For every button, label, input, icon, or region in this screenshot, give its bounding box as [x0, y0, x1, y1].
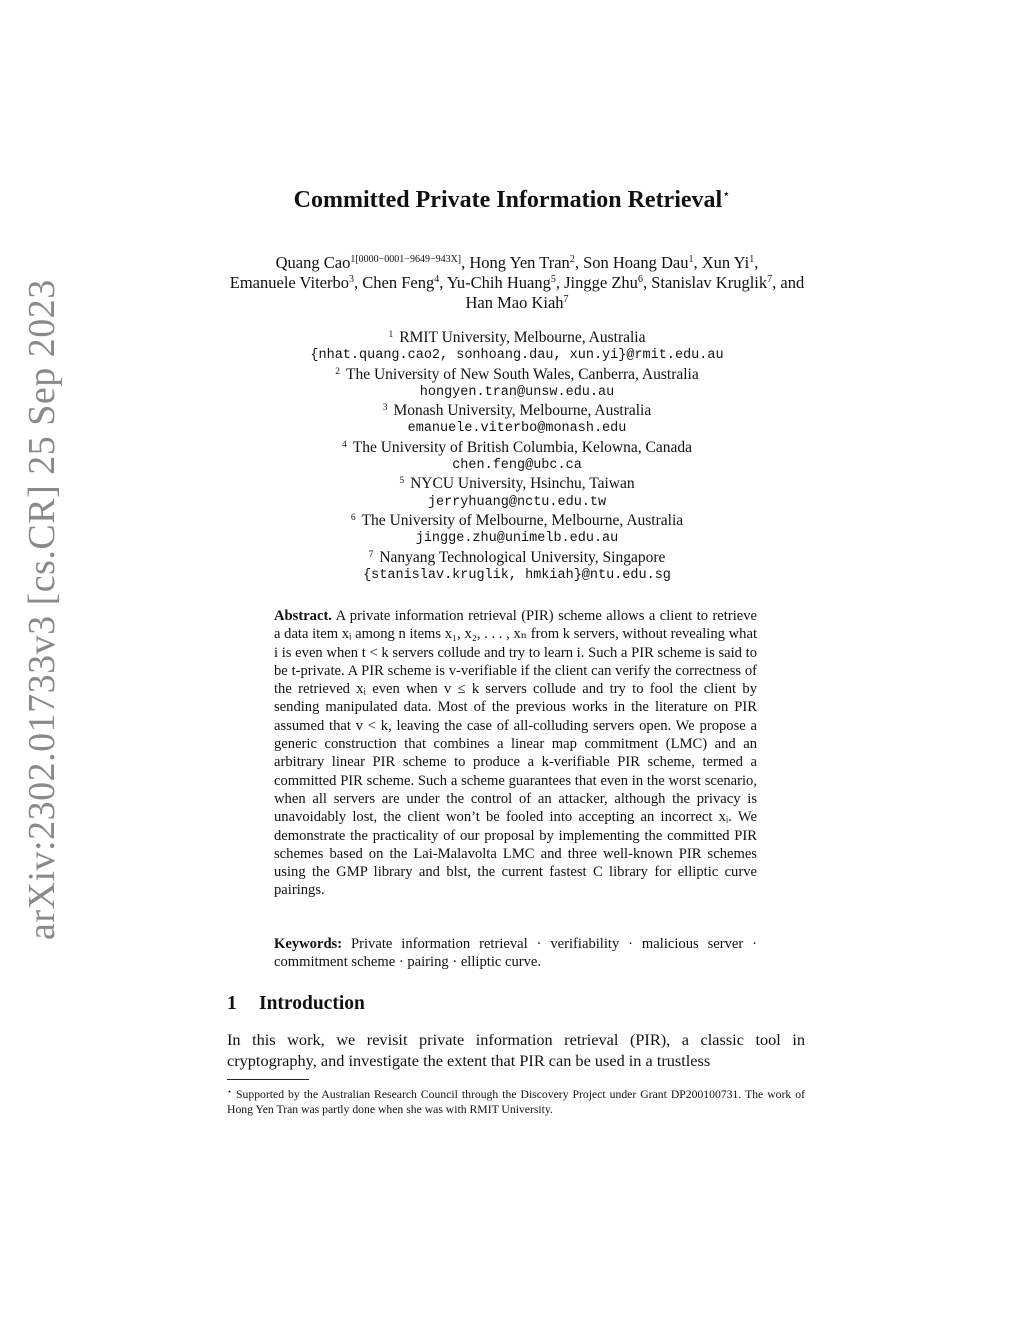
affiliation: $^4$ The University of British Columbia, Kelowna, Canada: [342, 438, 692, 456]
affiliation-list: [222, 329, 812, 585]
author: Yu-Chih Huang$^5$,: [446, 273, 565, 292]
affiliation: $^5$ NYCU University, Hsinchu, Taiwan: [399, 475, 635, 493]
footnote: [227, 1085, 805, 1117]
author: Jingge Zhu$^6$,: [564, 273, 652, 292]
section-heading: [227, 993, 365, 1015]
affiliation-email[interactable]: emanuele.viterbo@monash.edu: [407, 421, 627, 437]
author: Son Hoang Dau$^1$,: [583, 253, 702, 272]
affiliation: $^6$ The University of Melbourne, Melbourne, Australia: [350, 511, 684, 529]
author: Hong Yen Tran$^2$,: [469, 253, 584, 272]
affiliation-email[interactable]: {stanislav.kruglik, hmkiah}@ntu.edu.sg: [363, 567, 671, 583]
footnote-mark: ⋆: [227, 1087, 233, 1096]
footnote-text: Supported by the Australian Research Council through the Discovery Project under Grant DP200100731. The work of Hong Yen Tran was partly done when she was with RMIT University.: [227, 1088, 805, 1116]
intro-paragraph: In this work, we revisit private information retrieval (PIR), a classic tool in cryptography, and investigate the extent that PIR can be used in a trustless: [227, 1030, 805, 1070]
abstract-text: A private information retrieval (PIR) scheme allows a client to retrieve a data item xᵢ among n items x₁, x₂, . . . , xₙ from k servers, without revealing what i is even when t < k servers collude and try to learn i. Such a PIR scheme is said to be t-private. A PIR scheme is v-verifiable if the client can verify the correctness of the retrieved xᵢ even when v ≤ k servers collude and try to fool the client by sending manipulated data. Most of the previous works in the literature on PIR assumed that v < k, leaving the case of all-colluding servers open. We propose a generic construction that combines a linear map commitment (LMC) and an arbitrary linear PIR scheme to produce a k-verifiable PIR scheme, termed a committed PIR scheme. Such a scheme guarantees that even in the worst scenario, when all servers are under the control of an attacker, although the privacy is unavoidably lost, the client won’t be fooled into accepting an incorrect xᵢ. We demonstrate the practicality of our proposal by implementing the committed PIR schemes based on the Lai-Malavolta LMC and three well-known PIR schemes using the GMP library and blst, the current fastest C library for elliptic curve pairings.: [274, 608, 758, 899]
author: Quang Cao$^{1[0000-0001-9649-943X]}$,: [275, 253, 470, 272]
section-title: Introduction: [259, 993, 365, 1014]
affiliation-email[interactable]: chen.feng@ubc.ca: [452, 458, 582, 474]
author: Han Mao Kiah$^7$: [465, 293, 569, 312]
author-list: [222, 253, 812, 313]
affiliation: $^2$ The University of New South Wales, Canberra, Australia: [335, 365, 699, 383]
author: Chen Feng$^4$,: [362, 273, 447, 292]
footnote-rule: [227, 1079, 309, 1080]
title-text: Committed Private Information Retrieval: [293, 187, 723, 213]
keywords-label: Keywords:: [274, 936, 343, 952]
affiliation-email[interactable]: {nhat.quang.cao2, sonhoang.dau, xun.yi}@rmit.edu.au: [310, 348, 724, 364]
abstract-label: Abstract.: [274, 608, 332, 624]
title-footnote-mark: ⋆: [722, 186, 731, 201]
author: Stanislav Kruglik$^7$, and: [651, 273, 805, 292]
author: Emanuele Viterbo$^3$,: [229, 273, 363, 292]
abstract: [274, 607, 757, 900]
affiliation: $^1$ RMIT University, Melbourne, Australia: [388, 329, 646, 346]
section-number: 1: [227, 993, 237, 1014]
paper-title: [0, 186, 1024, 214]
keywords: [274, 935, 757, 972]
affiliation-email[interactable]: jerryhuang@nctu.edu.tw: [427, 494, 607, 510]
author: Xun Yi$^1$,: [701, 253, 759, 272]
affiliation-email[interactable]: hongyen.tran@unsw.edu.au: [419, 384, 615, 400]
affiliation: $^7$ Nanyang Technological University, Singapore: [368, 548, 666, 566]
affiliation: $^3$ Monash University, Melbourne, Australia: [382, 402, 652, 420]
arxiv-identifier: arXiv:2302.01733v3 [cs.CR] 25 Sep 2023: [21, 279, 63, 940]
keywords-text: Private information retrieval · verifiability · malicious server · commitment scheme · pairing · elliptic curve.: [274, 936, 758, 971]
affiliation-email[interactable]: jingge.zhu@unimelb.edu.au: [415, 531, 619, 547]
